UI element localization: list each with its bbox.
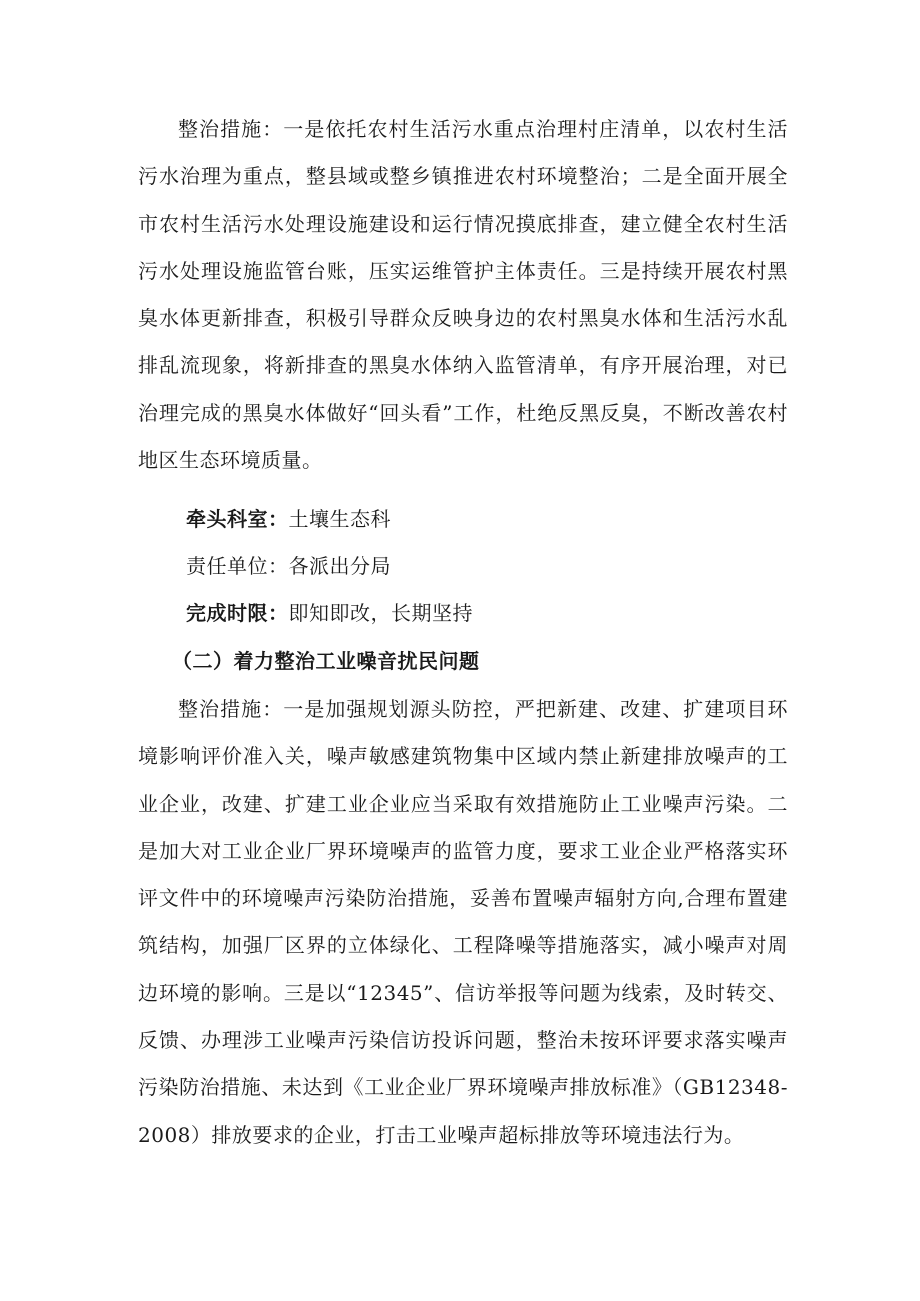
section1-measures-paragraph: 整治措施：一是依托农村生活污水重点治理村庄清单，以农村生活污水治理为重点，整县域或整乡镇推进农村环境整治；二是全面开展全市农村生活污水处理设施建设和运行情况摸底排查，建立健全农村生活污水处理设施监管台账，压实运维管护主体责任。三是持续开展农村黑臭水体更新排查，积极引导群众反映身边的农村黑臭水体和生活污水乱排乱流现象，将新排查的黑臭水体纳入监管清单，有序开展治理，对已治理完成的黑臭水体做好“回头看”工作，杜绝反黑反臭，不断改善农村地区生态环境质量。 [138,117,788,473]
deadline-value: 即知即改，长期坚持 [288,601,473,625]
section2-heading: （二）着力整治工业噪音扰民问题 [172,649,480,673]
lead-office-line [186,496,391,543]
section2-measures-paragraph: 整治措施：一是加强规划源头防控，严把新建、改建、扩建项目环境影响评价准入关，噪声敏感建筑物集中区域内禁止新建排放噪声的工业企业，改建、扩建工业企业应当采取有效措施防止工业噪声污染。二是加大对工业企业厂界环境噪声的监管力度，要求工业企业严格落实环评文件中的环境噪声污染防治措施，妥善布置噪声辐射方向,合理布置建筑结构，加强厂区界的立体绿化、工程降噪等措施落实，减小噪声对周边环境的影响。三是以“12345”、信访举报等问题为线索，及时转交、反馈、办理涉工业噪声污染信访投诉问题，整治未按环评要求落实噪声污染防治措施、未达到《工业企业厂界环境噪声排放标准》（GB12348-2008）排放要求的企业，打击工业噪声超标排放等环境违法行为。 [138,697,788,1147]
responsible-unit-line: 责任单位：各派出分局 [186,554,391,578]
deadline-label: 完成时限： [186,601,289,625]
lead-office-label: 牵头科室： [186,507,289,531]
deadline-line [186,590,473,637]
lead-office-value: 土壤生态科 [288,507,391,531]
